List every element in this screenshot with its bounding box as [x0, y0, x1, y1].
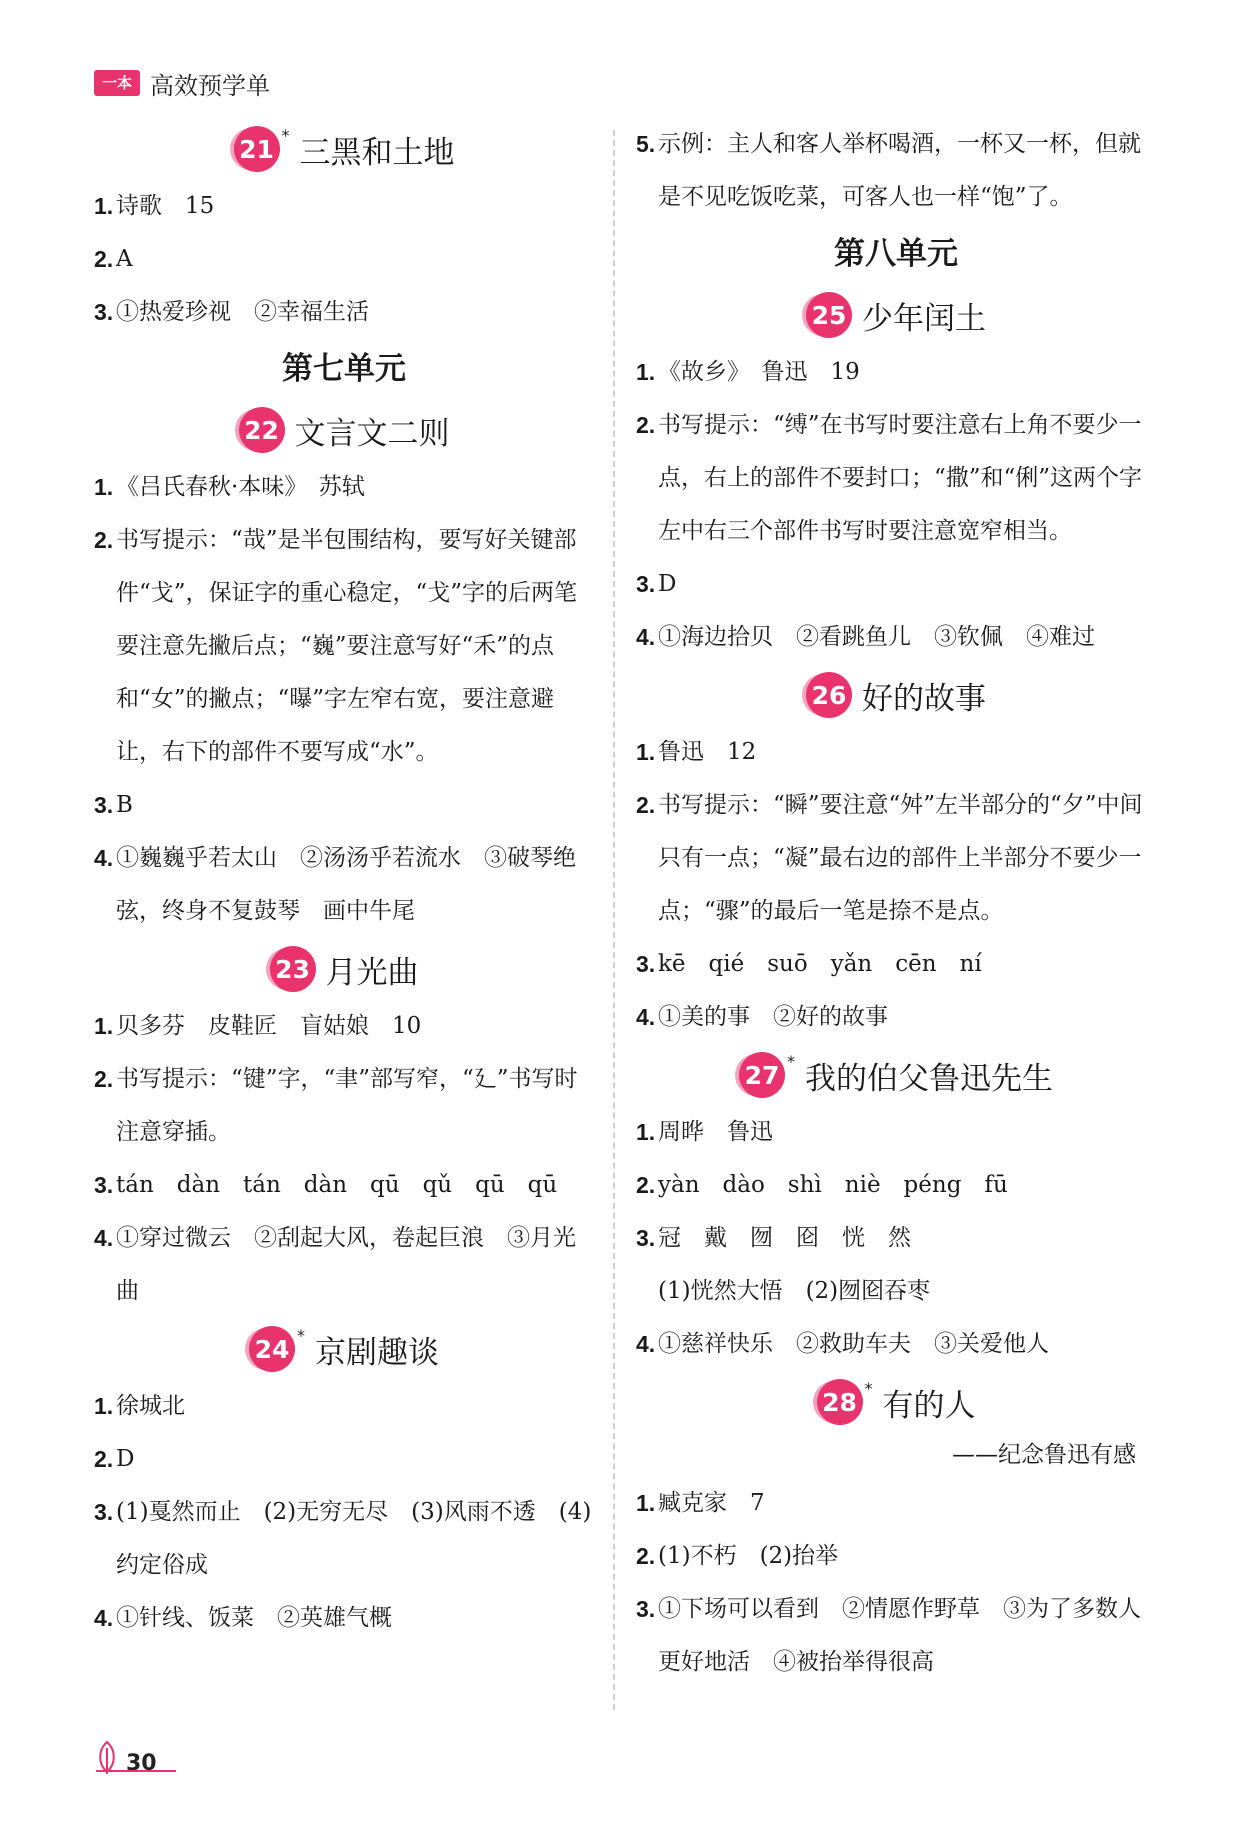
answer-item: 1. 贝多芬 皮鞋匠 盲姑娘 10 — [94, 1013, 422, 1039]
answer-item: 4. ①穿过微云 ②刮起大风，卷起巨浪 ③月光曲 — [94, 1225, 576, 1304]
star-mark: * — [864, 1379, 873, 1398]
answer-item: 2. 书写提示：“哉”是半包围结构，要写好关键部件“戈”，保证字的重心稳定，“戈”字的后两笔要注意先撇后点；“巍”要注意写好“禾”的点和“女”的撇点；“曝”字左窄右宽，要注意避让，右下的部件不要写成“水”。 — [94, 527, 578, 765]
answer-item: 3. 冠 戴 囫 囵 恍 然 — [636, 1225, 911, 1251]
brand-badge: 一本 — [94, 70, 140, 96]
unit-title: 第八单元 — [834, 236, 958, 272]
answer-item: 1. 诗歌 15 — [94, 193, 215, 219]
answer-item: 3. ①下场可以看到 ②情愿作野草 ③为了多数人更好地活 ④被抬举得很高 — [636, 1596, 1141, 1675]
answer-item: 4. ①海边拾贝 ②看跳鱼儿 ③钦佩 ④难过 — [636, 624, 1095, 650]
lesson-name: 我的伯父鲁迅先生 — [805, 1060, 1053, 1097]
answer-item: 2. 书写提示：“瞬”要注意“舛”左半部分的“夕”中间只有一点；“凝”最右边的部件上半部分不要少一点；“骤”的最后一笔是捺不是点。 — [636, 792, 1143, 924]
lesson-23-title — [94, 938, 594, 1000]
lesson-number-badge: 28 — [817, 1379, 863, 1425]
lesson-name: 文言文二则 — [294, 415, 450, 452]
star-mark: * — [281, 126, 290, 145]
lesson-number-badge: 26 — [806, 672, 852, 718]
lesson-subtitle: ——纪念鲁迅有感 — [952, 1442, 1136, 1468]
lesson-number-badge: 22 — [239, 407, 285, 453]
lesson-name: 三黑和土地 — [299, 134, 455, 171]
lesson-27-title — [636, 1044, 1156, 1106]
answer-item: 1. 鲁迅 12 — [636, 739, 757, 765]
answer-item: 3. kē qié suō yǎn cēn ní — [636, 951, 982, 977]
lesson-number-badge: 21 — [234, 126, 280, 172]
answer-item: 2. 书写提示：“缚”在书写时要注意右上角不要少一点，右上的部件不要封口；“撒”和“俐”这两个字左中右三个部件书写时要注意宽窄相当。 — [636, 412, 1143, 544]
lesson-name: 少年闰土 — [862, 300, 986, 337]
brand-title: 高效预学单 — [150, 71, 271, 100]
column-divider — [613, 130, 615, 1710]
footer-rule — [96, 1770, 176, 1772]
answer-item: 3. B — [94, 792, 133, 818]
lesson-24-title — [94, 1318, 594, 1380]
lesson-number-badge: 23 — [270, 946, 316, 992]
answer-item: 4. ①巍巍乎若太山 ②汤汤乎若流水 ③破琴绝弦，终身不复鼓琴 画中牛尾 — [94, 845, 576, 924]
star-mark: * — [787, 1052, 795, 1071]
lesson-name: 京剧趣谈 — [315, 1334, 439, 1371]
lesson-name: 月光曲 — [325, 954, 419, 991]
answer-item: 4. ①慈祥快乐 ②救助车夫 ③关爱他人 — [636, 1331, 1049, 1357]
lesson-number-badge: 27 — [739, 1052, 785, 1098]
lesson-22-title — [94, 399, 594, 461]
star-mark: * — [297, 1326, 305, 1345]
right-column — [636, 118, 1156, 1689]
lesson-28-title — [636, 1371, 1156, 1433]
answer-item-continued: (1)恍然大悟 (2)囫囵吞枣 — [658, 1278, 931, 1304]
answer-item: 3. D — [636, 571, 677, 597]
page-number: 30 — [126, 1751, 157, 1776]
answer-item: 2. 书写提示：“键”字，“聿”部写窄，“廴”书写时注意穿插。 — [94, 1066, 578, 1145]
lesson-number-badge: 25 — [806, 292, 852, 338]
lesson-26-title — [636, 664, 1156, 726]
lesson-name: 有的人 — [882, 1387, 976, 1424]
lesson-name: 好的故事 — [862, 680, 986, 717]
answer-item: 2. yàn dào shì niè péng fū — [636, 1172, 1008, 1198]
answer-item: 2. D — [94, 1446, 135, 1472]
page-header — [94, 66, 270, 100]
answer-item: 4. ①美的事 ②好的故事 — [636, 1004, 888, 1030]
answer-item: 1. 臧克家 7 — [636, 1490, 765, 1516]
answer-item: 3. tán dàn tán dàn qū qǔ qū qū — [94, 1172, 558, 1198]
answer-item: 2. (1)不朽 (2)抬举 — [636, 1543, 839, 1569]
answer-item: 1. 周晔 鲁迅 — [636, 1119, 773, 1145]
answer-item: 1. 《吕氏春秋·本味》 苏轼 — [94, 474, 365, 500]
left-column — [94, 118, 594, 1645]
lesson-25-title — [636, 284, 1156, 346]
answer-item: 1. 《故乡》 鲁迅 19 — [636, 359, 860, 385]
answer-item: 2. A — [94, 246, 133, 272]
unit-title: 第七单元 — [282, 351, 406, 387]
lesson-21-title — [94, 118, 594, 180]
lesson-number-badge: 24 — [249, 1326, 295, 1372]
answer-item: 4. ①针线、饭菜 ②英雄气概 — [94, 1605, 392, 1631]
answer-item: 5. 示例：主人和客人举杯喝酒，一杯又一杯，但就是不见吃饭吃菜，可客人也一样“饱”了。 — [636, 131, 1141, 210]
answer-item: 3. (1)戛然而止 (2)无穷无尽 (3)风雨不透 (4)约定俗成 — [94, 1499, 592, 1578]
answer-item: 3. ①热爱珍视 ②幸福生活 — [94, 299, 369, 325]
answer-item: 1. 徐城北 — [94, 1393, 185, 1419]
